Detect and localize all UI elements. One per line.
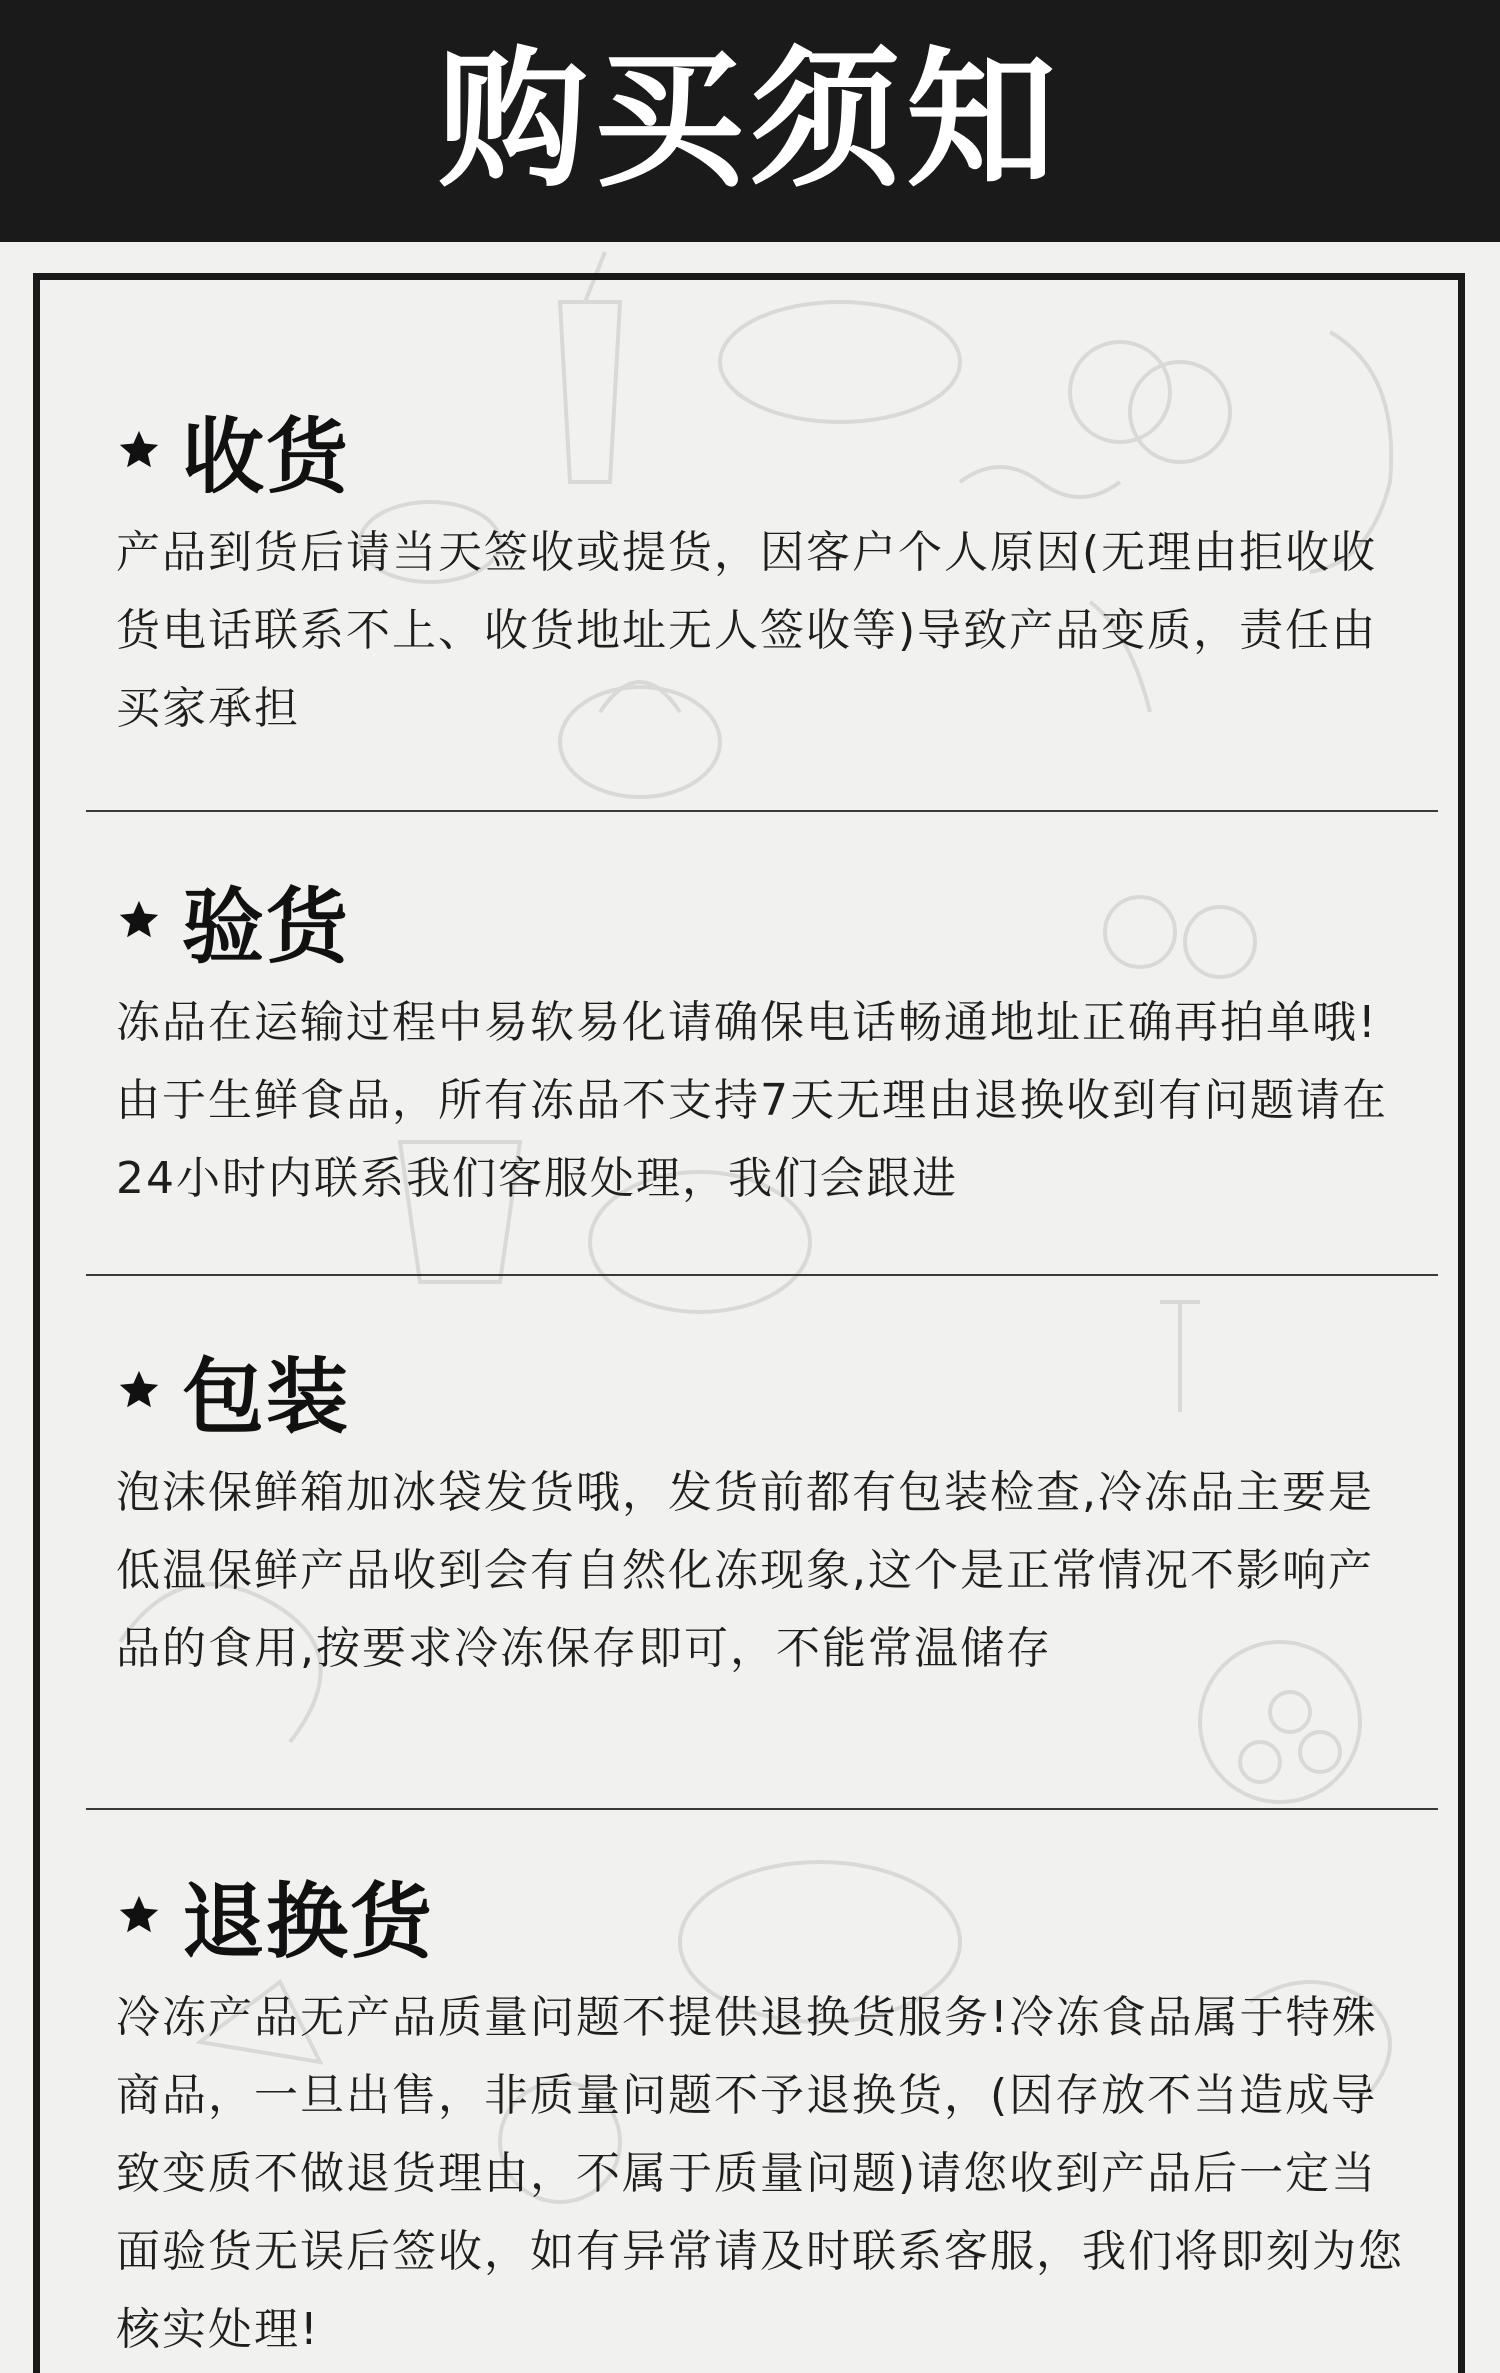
section-packaging (116, 1340, 1406, 1688)
section-returns (116, 1865, 1406, 2369)
header-banner (0, 0, 1500, 242)
star-icon (116, 897, 162, 943)
section-heading (116, 870, 1406, 975)
section-receiving (116, 400, 1406, 748)
section-body: 产品到货后请当天签收或提货，因客户个人原因(无理由拒收收货电话联系不上、收货地址无人签收等)导致产品变质，责任由买家承担 (116, 527, 1378, 734)
section-heading (116, 1340, 1406, 1445)
section-heading (116, 400, 1406, 505)
star-icon (116, 427, 162, 473)
star-icon (116, 1892, 162, 1938)
section-body: 冷冻产品无产品质量问题不提供退换货服务!冷冻食品属于特殊商品，一旦出售，非质量问题不予退换货，(因存放不当造成导致变质不做退货理由，不属于质量问题)请您收到产品后一定当面验货无误后签收，如有异常请及时联系客服，我们将即刻为您核实处理! (116, 1992, 1404, 2355)
divider (86, 1808, 1438, 1810)
page-title: 购买须知 (437, 34, 1062, 208)
star-icon (116, 1367, 162, 1413)
section-heading (116, 1865, 1406, 1970)
section-title: 退换货 (182, 1874, 435, 1970)
section-title: 验货 (182, 879, 351, 975)
divider (86, 810, 1438, 812)
section-title: 包装 (182, 1349, 351, 1445)
section-body: 冻品在运输过程中易软易化请确保电话畅通地址正确再拍单哦!由于生鲜食品，所有冻品不支持7天无理由退换收到有问题请在24小时内联系我们客服处理，我们会跟进 (116, 997, 1388, 1204)
section-body: 泡沫保鲜箱加冰袋发货哦，发货前都有包装检查,冷冻品主要是低温保鲜产品收到会有自然化冻现象,这个是正常情况不影响产品的食用,按要求冷冻保存即可，不能常温储存 (116, 1467, 1374, 1674)
divider (86, 1274, 1438, 1276)
section-inspection (116, 870, 1406, 1218)
section-title: 收货 (182, 409, 351, 505)
